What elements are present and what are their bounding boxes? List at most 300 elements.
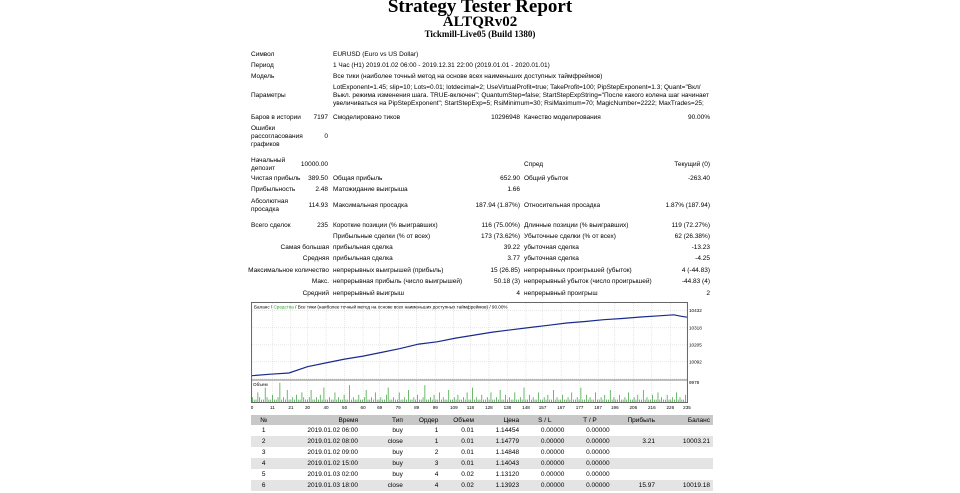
table-cell: 2019.01.02 15:00: [276, 458, 361, 469]
gross-loss-value: -263.40: [687, 175, 710, 182]
volume-bar: [285, 400, 286, 402]
volume-bar: [375, 392, 376, 402]
volume-bar: [500, 390, 501, 402]
gross-loss-label: Общий убыток: [524, 175, 569, 182]
volume-bar: [496, 397, 497, 402]
volume-bar: [335, 392, 336, 402]
long-value: 119 (72.27%): [671, 222, 710, 229]
table-cell: 10003.21: [658, 436, 713, 447]
volume-bar: [538, 392, 539, 402]
table-row: [251, 480, 713, 491]
volume-bar: [680, 397, 681, 402]
y-tick-label: 10318: [689, 325, 702, 331]
volume-label: Объем: [253, 382, 268, 387]
table-cell: buy: [392, 427, 403, 434]
volume-bar: [617, 400, 618, 402]
volume-bar: [645, 400, 646, 402]
volume-bar: [643, 390, 644, 402]
volume-bar: [316, 397, 317, 402]
volume-bar: [289, 400, 290, 402]
volume-bar: [531, 400, 532, 402]
ea-name: ALTQRv02: [442, 14, 518, 30]
volume-bar: [470, 400, 471, 402]
volume-bar: [340, 400, 341, 402]
net-profit-label: Чистая прибыль: [251, 175, 301, 182]
max-dd-value: 187.94 (1.87%): [475, 202, 520, 209]
table-cell: 3: [261, 449, 266, 456]
volume-bar: [327, 400, 328, 402]
x-tick-label: 0: [250, 405, 254, 410]
volume-bar: [336, 400, 337, 402]
x-tick-label: 40: [323, 405, 329, 410]
avg-profit-value: 3.77: [507, 255, 520, 262]
volume-bar: [397, 400, 398, 402]
volume-bar: [368, 400, 369, 402]
volume-bar: [320, 395, 321, 402]
loss-trades-label: Убыточные сделки (% от всех): [524, 233, 616, 240]
profit-trades-label: Прибыльные сделки (% от всех): [333, 233, 431, 240]
col-profit: Прибыль: [613, 415, 658, 425]
volume-bar: [639, 400, 640, 402]
volume-bar: [458, 395, 459, 402]
volume-bar: [509, 397, 510, 402]
rel-dd-label: Относительная просадка: [524, 202, 601, 209]
server-name: Tickmill-Live05 (Build 1380): [424, 29, 536, 39]
volume-bar: [437, 400, 438, 402]
table-cell: 0.02: [441, 480, 477, 491]
volume-bar: [555, 400, 556, 402]
volume-bar: [294, 400, 295, 402]
table-cell: 1.13923: [477, 480, 522, 491]
volume-bar: [665, 400, 666, 402]
volume-bar: [615, 400, 616, 402]
volume-bar: [492, 400, 493, 402]
table-cell: [613, 469, 658, 480]
volume-bar: [503, 400, 504, 402]
table-row: [251, 436, 713, 447]
volume-bar: [346, 400, 347, 402]
y-tick-label: 9978: [689, 380, 700, 385]
volume-bar: [683, 400, 684, 402]
max-count-label: Максимальное количество: [248, 267, 329, 274]
x-tick-label: 196: [610, 405, 619, 410]
table-cell: 0.00000: [586, 471, 610, 478]
volume-bar: [434, 395, 435, 402]
volume-bar: [658, 392, 659, 402]
volume-bar: [292, 397, 293, 402]
table-cell: 0.02: [461, 471, 474, 478]
volume-bar: [309, 397, 310, 402]
volume-bar: [261, 400, 262, 402]
volume-bar: [623, 400, 624, 402]
volume-bar: [536, 400, 537, 402]
table-cell: [658, 458, 713, 469]
volume-bar: [263, 400, 264, 402]
table-cell: 0.00000: [586, 449, 610, 456]
col-type: Тип: [361, 415, 406, 425]
volume-bar: [570, 400, 571, 402]
volume-bar: [267, 397, 268, 402]
table-cell: 1.14848: [495, 449, 520, 456]
volume-bar: [307, 400, 308, 402]
volume-bar: [654, 400, 655, 402]
volume-bar: [485, 400, 486, 402]
volume-bar: [566, 400, 567, 402]
volume-bar: [379, 400, 380, 402]
table-cell: 1.14043: [477, 458, 522, 469]
y-tick-label: 10092: [689, 359, 702, 365]
volume-bar: [423, 397, 424, 402]
volume-bar: [656, 400, 657, 402]
volume-bar: [432, 400, 433, 402]
volume-bar: [349, 385, 350, 402]
volume-bar: [448, 390, 449, 402]
volume-bar: [362, 400, 363, 402]
x-tick-label: 60: [360, 405, 366, 410]
volume-bar: [313, 400, 314, 402]
largest-profit-label: прибыльная сделка: [333, 244, 393, 251]
table-cell: 1.14779: [477, 436, 522, 447]
volume-bar: [525, 400, 526, 402]
volume-bar: [573, 400, 574, 402]
table-cell: 1: [261, 427, 266, 434]
x-tick-label: 157: [538, 405, 547, 410]
volume-bar: [302, 392, 303, 402]
volume-bar: [481, 395, 482, 402]
volume-bar: [520, 397, 521, 402]
x-tick-label: 187: [594, 405, 602, 410]
volume-bar: [388, 388, 389, 402]
volume-bar: [426, 400, 427, 402]
volume-bar: [548, 395, 549, 402]
volume-bar: [419, 400, 420, 402]
table-cell: [613, 447, 658, 458]
x-tick-label: 148: [522, 405, 530, 410]
table-cell: 0.00000: [567, 458, 612, 469]
volume-bar: [276, 400, 277, 402]
table-cell: 0.01: [461, 427, 474, 434]
volume-bar: [603, 400, 604, 402]
volume-bar: [408, 390, 409, 402]
deposit-label: Начальный депозит: [251, 157, 286, 172]
table-cell: close: [361, 480, 406, 491]
volume-bar: [325, 400, 326, 402]
gross-profit-value: 652.90: [500, 175, 520, 182]
volume-bar: [353, 397, 354, 402]
volume-bar: [586, 395, 587, 402]
volume-bar: [614, 397, 615, 402]
volume-bar: [636, 400, 637, 402]
volume-bar: [395, 400, 396, 402]
volume-bar: [476, 397, 477, 402]
volume-bar: [514, 392, 515, 402]
max-label: Макс.: [311, 278, 329, 285]
volume-bar: [300, 400, 301, 402]
table-cell: [613, 458, 658, 469]
y-tick-label: 10205: [689, 342, 702, 348]
volume-bar: [338, 397, 339, 402]
volume-bar: [621, 400, 622, 402]
volume-bar: [298, 400, 299, 402]
legend-balance: Баланс: [254, 304, 270, 310]
volume-bar: [403, 400, 404, 402]
spread-value: Текущий (0): [674, 161, 710, 168]
volume-bar: [582, 400, 583, 402]
volume-bar: [287, 390, 288, 402]
volume-bar: [331, 400, 332, 402]
volume-bar: [575, 400, 576, 402]
volume-bar: [265, 388, 266, 402]
largest-loss-value: -13.23: [691, 244, 710, 251]
volume-bar: [659, 400, 660, 402]
x-tick-label: 30: [304, 405, 311, 410]
volume-bar: [590, 397, 591, 402]
volume-bar: [357, 400, 358, 402]
params-label: Параметры: [251, 92, 286, 99]
volume-bar: [661, 397, 662, 402]
table-cell: 0.00000: [540, 427, 565, 434]
report-title: Strategy Tester Report: [387, 0, 573, 17]
volume-bar: [399, 392, 400, 402]
profit-trades-value: 173 (73.62%): [480, 233, 520, 240]
volume-bar: [303, 397, 304, 402]
volume-bar: [480, 400, 481, 402]
volume-bar: [324, 388, 325, 402]
table-cell: 2019.01.02 08:00: [276, 436, 361, 447]
avg-profit-label: прибыльная сделка: [333, 255, 393, 262]
volume-bar: [351, 400, 352, 402]
volume-bar: [269, 400, 270, 402]
legend-rest: Все тики (наиболее точный метод на основе всех наименьших доступных таймфреймов) / 90.00%: [297, 304, 508, 310]
legend-equity: Средства: [273, 304, 294, 310]
abs-dd-value: 114.93: [308, 202, 328, 209]
volume-bar: [672, 397, 673, 402]
x-tick-label: 235: [683, 405, 691, 410]
volume-bar: [478, 400, 479, 402]
volume-bar: [373, 400, 374, 402]
x-tick-label: 109: [449, 405, 458, 410]
gross-profit-label: Общая прибыль: [333, 175, 383, 182]
table-cell: 1.13120: [495, 471, 520, 478]
volume-bar: [441, 400, 442, 402]
errors-value: 0: [324, 133, 328, 140]
volume-bar: [463, 397, 464, 402]
table-row: [251, 458, 713, 469]
volume-bar: [382, 400, 383, 402]
volume-bar: [318, 400, 319, 402]
table-cell: 4: [251, 458, 276, 469]
volume-bar: [280, 383, 281, 402]
volume-bar: [559, 400, 560, 402]
volume-bar: [380, 397, 381, 402]
volume-bar: [366, 390, 367, 402]
volume-bar: [465, 400, 466, 402]
volume-bar: [507, 400, 508, 402]
avg-cons-losses-label: непрерывный проигрыш: [524, 290, 598, 297]
volume-bar: [329, 397, 330, 402]
volume-bar: [579, 400, 580, 402]
volume-bar: [278, 397, 279, 402]
x-tick-label: 128: [485, 405, 493, 410]
volume-bar: [443, 397, 444, 402]
avg-label: Средний: [302, 290, 329, 297]
volume-bar: [401, 400, 402, 402]
volume-bar: [491, 392, 492, 402]
table-cell: 2019.01.03 02:00: [307, 471, 359, 478]
quality-label: Качество моделирования: [524, 114, 601, 121]
volume-bar: [599, 400, 600, 402]
volume-bar: [417, 395, 418, 402]
volume-bar: [452, 400, 453, 402]
volume-bar: [571, 392, 572, 402]
volume-bar: [414, 397, 415, 402]
table-cell: 0.00000: [586, 427, 610, 434]
volume-bar: [518, 400, 519, 402]
table-cell: [658, 425, 713, 436]
volume-bar: [456, 400, 457, 402]
volume-bar: [474, 400, 475, 402]
col-order: Ордер: [406, 415, 442, 425]
volume-bar: [384, 400, 385, 402]
x-tick-label: 99: [432, 405, 438, 410]
table-cell: 15.97: [613, 480, 658, 491]
x-tick-label: 226: [666, 405, 675, 410]
volume-bar: [505, 395, 506, 402]
volume-bar: [461, 400, 462, 402]
col-price: Цена: [477, 415, 522, 425]
volume-bar: [628, 392, 629, 402]
bars-label: Баров в истории: [251, 114, 301, 121]
volume-bar: [625, 397, 626, 402]
volume-bar: [283, 397, 284, 402]
volume-bar: [581, 388, 582, 402]
volume-bar: [390, 400, 391, 402]
table-row: [251, 469, 713, 480]
volume-bar: [430, 397, 431, 402]
volume-bar: [454, 397, 455, 402]
volume-bar: [415, 400, 416, 402]
table-row: [251, 447, 713, 458]
max-cons-wins-value: 15 (26.85): [490, 267, 520, 274]
volume-bar: [540, 400, 541, 402]
symbol-label: Символ: [251, 51, 275, 58]
avg-cons-losses-value: 2: [706, 290, 710, 297]
avg-cons-wins-value: 4: [516, 290, 520, 297]
avg-cons-wins-label: непрерывный выигрыш: [333, 290, 405, 297]
bars-value: 7197: [313, 114, 328, 121]
volume-bar: [562, 395, 563, 402]
volume-bar: [425, 385, 426, 402]
col-num: №: [251, 415, 276, 425]
volume-bar: [391, 400, 392, 402]
volume-bar: [311, 390, 312, 402]
x-tick-label: 206: [629, 405, 638, 410]
errors-label: Ошибки рассогласования графиков: [251, 125, 303, 148]
volume-bar: [610, 390, 611, 402]
table-cell: 4: [406, 480, 442, 491]
trades-header-row: [251, 415, 713, 425]
max-cons-wins-label: непрерывных выигрышей (прибыль): [333, 267, 444, 274]
expected-payoff-label: Матожидание выигрыша: [333, 186, 408, 193]
ticks-value: 10296948: [491, 114, 520, 121]
table-cell: 0.00000: [522, 436, 567, 447]
volume-bar: [487, 397, 488, 402]
volume-bar: [355, 400, 356, 402]
largest-profit-value: 39.22: [503, 244, 520, 251]
net-profit-value: 389.50: [308, 175, 328, 182]
volume-bar: [522, 400, 523, 402]
table-cell: 0.01: [441, 458, 477, 469]
col-time: Время: [276, 415, 361, 425]
deposit-value: 10000.00: [300, 161, 328, 168]
volume-bar: [527, 400, 528, 402]
table-cell: 2019.01.02 09:00: [307, 449, 359, 456]
col-volume: Объем: [441, 415, 477, 425]
max-cons-profit-value: 50.18 (3): [493, 278, 520, 285]
volume-bar: [502, 400, 503, 402]
volume-bar: [630, 400, 631, 402]
volume-bar: [469, 400, 470, 402]
volume-bar: [513, 400, 514, 402]
volume-bar: [593, 400, 594, 402]
volume-bar: [533, 397, 534, 402]
volume-bar: [667, 395, 668, 402]
volume-bar: [386, 395, 387, 402]
x-tick-label: 79: [395, 405, 401, 410]
table-cell: 0.00000: [522, 458, 567, 469]
volume-bar: [358, 395, 359, 402]
volume-bar: [270, 400, 271, 402]
table-cell: 0.01: [461, 449, 474, 456]
volume-bar: [371, 397, 372, 402]
volume-bar: [551, 400, 552, 402]
volume-bar: [597, 400, 598, 402]
volume-bar: [428, 400, 429, 402]
volume-bar: [377, 400, 378, 402]
y-tick-label: 10432: [689, 308, 702, 314]
quality-value: 90.00%: [687, 114, 710, 121]
volume-bar: [632, 400, 633, 402]
volume-bar: [687, 390, 688, 402]
table-cell: 10019.18: [658, 480, 713, 491]
volume-bar: [568, 397, 569, 402]
chart-frame: [252, 303, 688, 403]
average-label: Средняя: [302, 255, 329, 262]
volume-bar: [584, 400, 585, 402]
volume-bar: [459, 400, 460, 402]
volume-bar: [322, 400, 323, 402]
max-cons-loss-label: непрерывный убыток (число проигрышей): [524, 278, 652, 285]
volume-bar: [612, 400, 613, 402]
abs-dd-label: Абсолютная просадка: [251, 198, 289, 213]
volume-bar: [544, 397, 545, 402]
volume-bar: [652, 395, 653, 402]
volume-bar: [305, 400, 306, 402]
table-cell: 1: [406, 436, 442, 447]
volume-bar: [511, 400, 512, 402]
volume-bar: [489, 400, 490, 402]
volume-bar: [601, 397, 602, 402]
trades-body: [251, 425, 713, 491]
period-label: Период: [251, 62, 274, 69]
volume-bar: [669, 400, 670, 402]
loss-trades-value: 62 (26.38%): [674, 233, 710, 240]
x-tick-label: 177: [575, 405, 584, 410]
table-cell: 0.00000: [567, 436, 612, 447]
volume-bar: [344, 395, 345, 402]
table-cell: 2019.01.02 06:00: [307, 427, 359, 434]
max-cons-profit-label: непрерывная прибыль (число выигрышей): [333, 278, 463, 285]
